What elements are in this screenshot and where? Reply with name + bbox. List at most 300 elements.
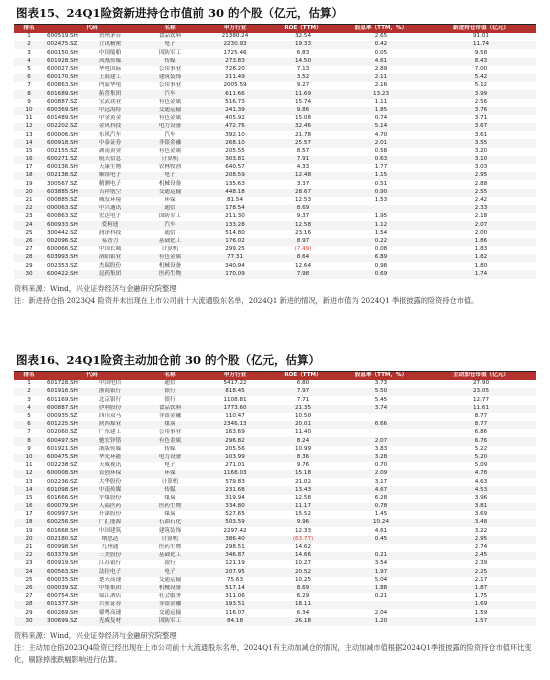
industry-cell: 非银金融 [158, 413, 182, 420]
rank-cell: 15 [25, 147, 33, 154]
market-value-cell: 241.39 [200, 107, 270, 115]
name-cell: 光威复材 [80, 617, 140, 625]
rank-cell: 26 [14, 238, 44, 246]
dividend-cell: 0.45 [336, 536, 426, 544]
name-cell: 四川双马 [98, 413, 122, 420]
table-row [14, 115, 536, 123]
dividend-cell [336, 205, 426, 213]
rank-cell: 8 [14, 90, 44, 98]
value-cell: 1.83 [474, 246, 488, 253]
dividend-cell: 3.28 [336, 454, 426, 462]
col-header-name: 名称 [140, 25, 200, 33]
table-row [14, 413, 536, 421]
table-row [14, 197, 536, 205]
industry-cell: 国防军工 [158, 213, 182, 220]
dividend-cell: 0.90 [336, 189, 426, 197]
name-cell: 纳思达 [80, 536, 140, 544]
value-cell: 1.82 [426, 254, 536, 262]
dividend-cell: 10.24 [336, 519, 426, 527]
code-cell: 002353.SZ [47, 262, 78, 269]
table-row [14, 388, 536, 396]
code-cell: 600256.SH [44, 519, 80, 527]
roe-cell: 3.52 [270, 74, 336, 82]
value-cell: 2.56 [474, 98, 488, 105]
dividend-cell: 1.12 [336, 221, 426, 229]
name-cell: 洛阳钼业 [80, 254, 140, 262]
rank-cell: 25 [25, 229, 33, 236]
value-cell: 2.39 [474, 560, 488, 567]
roe-cell: 15.18 [270, 470, 336, 478]
value-cell: 2.88 [474, 180, 488, 187]
table-row [14, 405, 536, 413]
roe-cell: 12.53 [295, 197, 312, 204]
roe-cell: 21.35 [270, 405, 336, 413]
value-cell: 11.61 [426, 405, 536, 413]
roe-cell: 14.62 [295, 544, 312, 551]
dividend-cell: 2.11 [336, 74, 426, 82]
dividend-cell: 1.15 [336, 172, 426, 180]
table-row [14, 262, 536, 270]
code-cell: 603993.SH [44, 254, 80, 262]
roe-cell: 7.13 [296, 66, 310, 73]
roe-cell: 3.37 [296, 180, 310, 187]
value-cell: 4.53 [426, 486, 536, 494]
code-cell: 600150.SH [47, 49, 78, 56]
industry-cell: 银行 [140, 388, 200, 396]
market-value-cell: 178.54 [200, 205, 270, 213]
roe-cell: 20.52 [270, 568, 336, 576]
code-cell: 600997.SH [47, 511, 78, 518]
rank-cell: 17 [25, 511, 33, 518]
code-cell: 002236.SZ [47, 478, 78, 485]
roe-cell: 7.71 [296, 396, 310, 403]
code-cell: 601928.SH [44, 58, 80, 66]
dividend-cell: 0.51 [374, 180, 388, 187]
market-value-cell: 448.18 [200, 189, 270, 197]
value-cell: 3.55 [426, 139, 536, 147]
table-row [14, 486, 536, 494]
dividend-cell: 1.54 [374, 229, 388, 236]
market-value-cell: 392.10 [225, 131, 245, 138]
rank-cell: 11 [25, 462, 33, 469]
dividend-cell: 0.22 [336, 238, 426, 246]
code-cell: 601668.SH [47, 527, 78, 534]
table-row [14, 49, 536, 57]
code-cell: 601916.SH [44, 388, 80, 396]
value-cell: 4.63 [474, 478, 488, 485]
roe-cell: 8.97 [270, 238, 336, 246]
rank-cell: 12 [14, 470, 44, 478]
code-cell: 600933.SH [44, 221, 80, 229]
rank-cell: 21 [25, 197, 33, 204]
table-row [14, 454, 536, 462]
industry-cell: 有色金属 [140, 437, 200, 445]
rank-cell: 4 [14, 58, 44, 66]
market-value-cell: 208.59 [200, 172, 270, 180]
figure-15-title: 图表15、24Q1险资新进持仓市值前 30 的个股（亿元，估算） [16, 6, 344, 20]
value-cell: 2.25 [426, 568, 536, 576]
table-row [14, 156, 536, 164]
dividend-cell: 1.97 [336, 568, 426, 576]
rank-cell: 16 [14, 156, 44, 164]
dividend-cell: 5.50 [336, 388, 426, 396]
code-cell: 600497.SH [44, 437, 80, 445]
dividend-cell: 0.74 [374, 115, 388, 122]
rank-cell: 4 [14, 405, 44, 413]
table-row [14, 568, 536, 576]
market-value-cell: 205.55 [225, 147, 245, 154]
market-value-cell: 193.51 [200, 601, 270, 609]
table-row [14, 33, 536, 41]
market-value-cell: 77.31 [200, 254, 270, 262]
market-value-cell: 299.25 [225, 246, 245, 253]
value-cell: 8.77 [474, 413, 488, 420]
table-row [14, 41, 536, 49]
roe-cell: 9.37 [296, 213, 310, 220]
rank-cell: 16 [14, 503, 44, 511]
rank-cell: 10 [14, 454, 44, 462]
rank-cell: 28 [14, 254, 44, 262]
table-row [14, 139, 536, 147]
name-cell: 开滦股份 [98, 511, 122, 518]
roe-cell: 8.24 [270, 437, 336, 445]
table-row [14, 99, 536, 107]
value-cell: 5.09 [474, 462, 488, 469]
dividend-cell [336, 429, 426, 437]
roe-cell: 14.66 [270, 552, 336, 560]
roe-cell: 15.08 [295, 115, 312, 122]
table-header-row [14, 25, 536, 33]
industry-cell: 通信 [164, 229, 176, 236]
dividend-cell: 0.63 [336, 156, 426, 164]
market-value-cell: 231.68 [200, 486, 270, 494]
industry-cell: 传媒 [140, 58, 200, 66]
value-cell: 7.00 [474, 66, 488, 73]
dividend-cell: 5.14 [336, 123, 426, 131]
dividend-cell: 4.67 [336, 486, 426, 494]
roe-cell: 12.48 [270, 172, 336, 180]
col-header-name: 名称 [140, 372, 200, 380]
industry-cell: 国防军工 [140, 617, 200, 625]
col-header-roe: ROE（TTM） [270, 25, 336, 33]
name-cell: 凤凰传媒 [80, 58, 140, 66]
rank-cell: 29 [25, 609, 33, 616]
table-header-row [14, 372, 536, 380]
value-cell: 3.61 [474, 131, 488, 138]
dividend-cell: 2.16 [374, 82, 388, 89]
market-value-cell: 296.82 [200, 437, 270, 445]
value-cell: 1.86 [426, 238, 536, 246]
name-cell: 锦江酒店 [98, 593, 122, 600]
roe-cell: 25.57 [270, 139, 336, 147]
rank-cell: 6 [14, 74, 44, 82]
market-value-cell: 579.83 [225, 478, 245, 485]
col-header-industry: 申万行业 [200, 25, 270, 33]
figure-16-title: 图表16、24Q1险资主动加仓前 30 的个股（亿元，估算） [16, 353, 321, 367]
value-cell: 5.20 [426, 454, 536, 462]
code-cell: 000063.SZ [44, 205, 80, 213]
market-value-cell: 1725.46 [223, 49, 247, 56]
figure-15-source: 资料来源：Wind，兴业证券经济与金融研究院整理 [14, 283, 177, 293]
col-header-rank: 排名 [14, 372, 44, 380]
value-cell: 3.71 [474, 115, 488, 122]
industry-cell: 基础化工 [140, 238, 200, 246]
industry-cell: 有色金属 [158, 115, 182, 122]
code-cell: 002180.SZ [44, 536, 80, 544]
name-cell: 陕西煤业 [80, 421, 140, 429]
code-cell: 600998.SH [47, 544, 78, 551]
name-cell: 易普力 [80, 238, 140, 246]
table-row [14, 230, 536, 238]
dividend-cell: 1.88 [336, 585, 426, 593]
dividend-cell: 3.54 [374, 560, 388, 567]
col-header-rank: 排名 [14, 25, 44, 33]
industry-cell: 煤炭 [140, 421, 200, 429]
dividend-cell: 0.21 [336, 552, 426, 560]
industry-cell: 电力设备 [140, 123, 200, 131]
code-cell: 603885.SH [44, 189, 80, 197]
rank-cell: 20 [14, 189, 44, 197]
value-cell: 2.17 [474, 576, 488, 583]
industry-cell: 机械设备 [158, 180, 182, 187]
dividend-cell: 1.85 [336, 107, 426, 115]
table-row [14, 380, 536, 388]
industry-cell: 交通运输 [158, 576, 182, 583]
industry-cell: 电子 [164, 462, 176, 469]
table-row [14, 148, 536, 156]
code-cell: 601921.SH [47, 445, 78, 452]
rank-cell: 2 [14, 41, 44, 49]
dividend-cell: 6.28 [374, 494, 388, 501]
rank-cell: 13 [25, 131, 33, 138]
col-header-new-value: 新进持仓市值（亿元） [426, 25, 536, 33]
industry-cell: 公用事业 [158, 429, 182, 436]
table-row [14, 270, 536, 278]
dividend-cell: 4.61 [336, 58, 426, 66]
value-cell: 2.55 [426, 189, 536, 197]
code-cell: 600006.SH [47, 131, 78, 138]
name-cell: 伊利股份 [80, 405, 140, 413]
dividend-cell: 1.77 [374, 164, 388, 171]
code-cell: 600918.SH [44, 139, 80, 147]
industry-cell: 食品饮料 [140, 405, 200, 413]
roe-cell: 15.74 [295, 98, 312, 105]
code-cell: 600271.SZ [44, 156, 80, 164]
name-cell: 兴业证券 [80, 601, 140, 609]
value-cell: 27.90 [473, 380, 490, 387]
value-cell: 3.22 [474, 527, 488, 534]
roe-cell: 9.27 [296, 82, 310, 89]
industry-cell: 医药生物 [158, 544, 182, 551]
rank-cell: 13 [25, 478, 33, 485]
roe-cell: 21.78 [295, 131, 312, 138]
roe-cell: 9.96 [270, 519, 336, 527]
name-cell: 爱柯迪 [80, 221, 140, 229]
industry-cell: 有色金属 [158, 98, 182, 105]
table-row [14, 74, 536, 82]
table-row [14, 205, 536, 213]
industry-cell: 公用事业 [158, 66, 182, 73]
roe-cell: 7.98 [270, 270, 336, 278]
market-value-cell: 84.18 [200, 617, 270, 625]
industry-cell: 通信 [164, 380, 176, 387]
market-value-cell: 818.45 [200, 388, 270, 396]
rank-cell: 3 [27, 396, 31, 403]
rank-cell: 9 [27, 445, 31, 452]
value-cell: 6.76 [426, 437, 536, 445]
rank-cell: 19 [25, 180, 33, 187]
col-header-industry: 申万行业 [200, 372, 270, 380]
industry-cell: 计算机 [161, 478, 179, 485]
rank-cell: 22 [14, 552, 44, 560]
col-header-code: 代码 [44, 372, 140, 380]
name-cell: 中国长城 [98, 246, 122, 253]
market-value-cell: 503.59 [200, 519, 270, 527]
dividend-cell [336, 544, 426, 552]
dividend-cell: 0.98 [374, 262, 388, 269]
figure-16 [14, 349, 536, 666]
industry-cell: 建筑装饰 [158, 527, 182, 534]
code-cell: 600919.SH [47, 560, 78, 567]
market-value-cell: 121.19 [225, 560, 245, 567]
name-cell: 中泰证券 [80, 139, 140, 147]
table-row [14, 511, 536, 519]
market-value-cell: 514.80 [225, 229, 245, 236]
roe-cell: 11.17 [270, 503, 336, 511]
value-cell: 2.95 [426, 536, 536, 544]
industry-cell: 环保 [164, 197, 176, 204]
industry-cell: 石油石化 [140, 519, 200, 527]
industry-cell: 建筑装饰 [140, 74, 200, 82]
market-value-cell: 319.94 [225, 494, 245, 501]
industry-cell: 环保 [140, 470, 200, 478]
code-cell: 002138.SZ [44, 172, 80, 180]
market-value-cell: 1108.81 [223, 396, 247, 403]
rank-cell: 12 [14, 123, 44, 131]
industry-cell: 煤炭 [164, 511, 176, 518]
code-cell: 002155.SZ [47, 147, 78, 154]
rank-cell: 18 [14, 519, 44, 527]
industry-cell: 电子 [140, 172, 200, 180]
rank-cell: 1 [27, 380, 31, 387]
table-row [14, 66, 536, 74]
name-cell: 精测电子 [98, 180, 122, 187]
code-cell: 600863.SZ [47, 213, 78, 220]
rank-cell: 29 [25, 262, 33, 269]
roe-cell: 20.01 [270, 421, 336, 429]
value-cell: 5.42 [426, 74, 536, 82]
table-row [14, 593, 536, 601]
industry-cell: 交通运输 [140, 107, 200, 115]
value-cell: 3.10 [426, 156, 536, 164]
roe-cell: 14.50 [270, 58, 336, 66]
market-value-cell: 472.76 [200, 123, 270, 131]
code-cell: 601098.SH [44, 486, 80, 494]
code-cell: 000885.SZ [47, 197, 78, 204]
roe-cell: 10.27 [295, 560, 312, 567]
dividend-cell: 0.69 [336, 270, 426, 278]
value-cell: 2.00 [474, 229, 488, 236]
industry-cell: 传媒 [140, 486, 200, 494]
roe-cell: 8.69 [270, 205, 336, 213]
code-cell: 002096.SZ [44, 238, 80, 246]
code-cell: 601169.SH [47, 396, 78, 403]
dividend-cell: 0.05 [374, 49, 388, 56]
col-header-active-value: 主动加仓市值（亿元） [426, 372, 536, 380]
name-cell: 驰宏锌锗 [80, 437, 140, 445]
name-cell: 杰瑞股份 [98, 262, 122, 269]
value-cell: 2.95 [426, 172, 536, 180]
roe-cell: 8.36 [270, 454, 336, 462]
dividend-cell: 1.20 [336, 617, 426, 625]
name-cell: 吉祥航空 [80, 189, 140, 197]
table-row [14, 429, 536, 437]
roe-cell: 26.18 [270, 617, 336, 625]
rank-cell: 18 [14, 172, 44, 180]
code-cell: 300567.SZ [47, 180, 78, 187]
code-cell: 601666.SH [47, 494, 78, 501]
value-cell: 2.42 [474, 197, 488, 204]
rank-cell: 27 [25, 246, 33, 253]
name-cell: 中兴通讯 [80, 205, 140, 213]
code-cell: 601489.SH [47, 115, 78, 122]
name-cell: 楚天高速 [98, 576, 122, 583]
industry-cell: 汽车 [140, 221, 200, 229]
industry-cell: 计算机 [140, 536, 200, 544]
market-value-cell: 311.06 [225, 593, 245, 600]
code-cell: 002202.SZ [44, 123, 80, 131]
dividend-cell [336, 413, 426, 421]
roe-cell: 6.29 [296, 593, 310, 600]
value-cell: 5.22 [474, 445, 488, 452]
table-row [14, 577, 536, 585]
market-value-cell: 2346.13 [200, 421, 270, 429]
name-cell: 润泽科技 [98, 229, 122, 236]
dividend-cell: 0.78 [336, 503, 426, 511]
table-row [14, 213, 536, 221]
rank-cell: 28 [14, 601, 44, 609]
rank-cell: 3 [27, 49, 31, 56]
value-cell: 1.87 [426, 585, 536, 593]
dividend-cell: 3.17 [374, 478, 388, 485]
market-value-cell: 386.40 [200, 536, 270, 544]
roe-cell: 10.25 [295, 576, 312, 583]
table-row [14, 131, 536, 139]
dividend-cell: 4.70 [374, 131, 388, 138]
industry-cell: 汽车 [164, 131, 176, 138]
dividend-cell [336, 601, 426, 609]
roe-cell: 12.58 [295, 494, 312, 501]
name-cell: 人福医药 [80, 503, 140, 511]
name-cell: 湖南黄金 [98, 147, 122, 154]
rank-cell: 11 [25, 115, 33, 122]
market-value-cell: 21380.24 [221, 33, 249, 40]
roe-cell: 4.33 [296, 164, 310, 171]
market-value-cell: 268.10 [200, 139, 270, 147]
col-header-code: 代码 [44, 25, 140, 33]
table-row [14, 601, 536, 609]
figure-16-note: 注：主动加仓指2023Q4险资已经出现在上市公司前十大流通股东名单，2024Q1有主动加减仓的情况，主动加减市值根据2024Q1季报披露的险资持仓市值环比变化，剔除掉涨跌幅影响进行估算。 [14, 642, 532, 664]
roe-cell: 12.58 [270, 221, 336, 229]
name-cell: 华电国际 [98, 66, 122, 73]
name-cell: 赣粤高速 [98, 609, 122, 616]
roe-cell: 10.50 [295, 413, 312, 420]
table-row [14, 446, 536, 454]
market-value-cell: 133.28 [200, 221, 270, 229]
name-cell: 昆药集团 [80, 270, 140, 278]
name-cell: 贵州茅台 [98, 33, 122, 40]
name-cell: 立讯精密 [80, 41, 140, 49]
